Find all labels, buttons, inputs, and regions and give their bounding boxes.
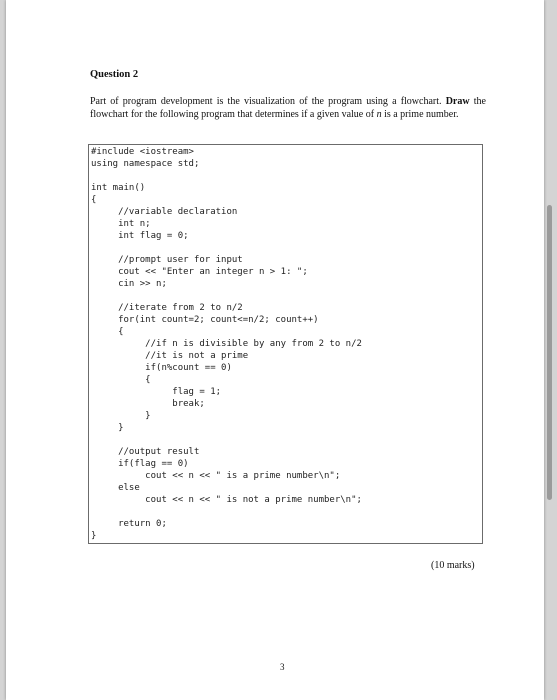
instructions-variable: n: [376, 108, 382, 120]
code-line: {: [91, 195, 97, 205]
page-number: 3: [280, 662, 285, 672]
code-line: flag = 1;: [91, 387, 222, 397]
code-line: using namespace std;: [91, 159, 200, 169]
code-line: {: [91, 327, 124, 337]
code-line: }: [91, 411, 151, 421]
code-line: }: [91, 531, 97, 541]
code-line: break;: [91, 399, 205, 409]
question-instructions: [90, 96, 486, 121]
code-line: cin >> n;: [91, 279, 167, 289]
question-heading: Question 2: [90, 69, 139, 80]
code-line: }: [91, 423, 124, 433]
code-line: //variable declaration: [91, 207, 238, 217]
instructions-bold-verb: Draw: [445, 96, 470, 107]
code-line: int flag = 0;: [91, 231, 189, 241]
code-line: return 0;: [91, 519, 167, 529]
code-line: if(n%count == 0): [91, 363, 232, 373]
code-line: for(int count=2; count<=n/2; count++): [91, 315, 319, 325]
vertical-scrollbar[interactable]: [547, 205, 552, 500]
code-line: #include <iostream>: [91, 147, 194, 157]
code-line: //if n is divisible by any from 2 to n/2: [91, 339, 362, 349]
code-line: cout << "Enter an integer n > 1: ";: [91, 267, 308, 277]
code-line: //output result: [91, 447, 200, 457]
code-line: int main(): [91, 183, 146, 193]
code-line: else: [91, 483, 140, 493]
code-line: int n;: [91, 219, 151, 229]
instructions-part-1: Part of program development is the visualization of the program using a flowchart.: [90, 96, 446, 107]
code-line: cout << n << " is a prime number\n";: [91, 471, 341, 481]
code-line: {: [91, 375, 151, 385]
code-line: //prompt user for input: [91, 255, 243, 265]
instructions-part-3: is a prime number.: [381, 108, 459, 120]
code-line: if(flag == 0): [91, 459, 189, 469]
code-line: //it is not a prime: [91, 351, 249, 361]
code-line: //iterate from 2 to n/2: [91, 303, 243, 313]
marks-label: (10 marks): [431, 560, 475, 571]
document-page: [6, 0, 544, 700]
code-line: cout << n << " is not a prime number\n";: [91, 495, 362, 505]
instructions-part-2: the flowchart for the following program that determines if a given value of: [90, 96, 486, 120]
code-listing-box: [88, 144, 483, 544]
